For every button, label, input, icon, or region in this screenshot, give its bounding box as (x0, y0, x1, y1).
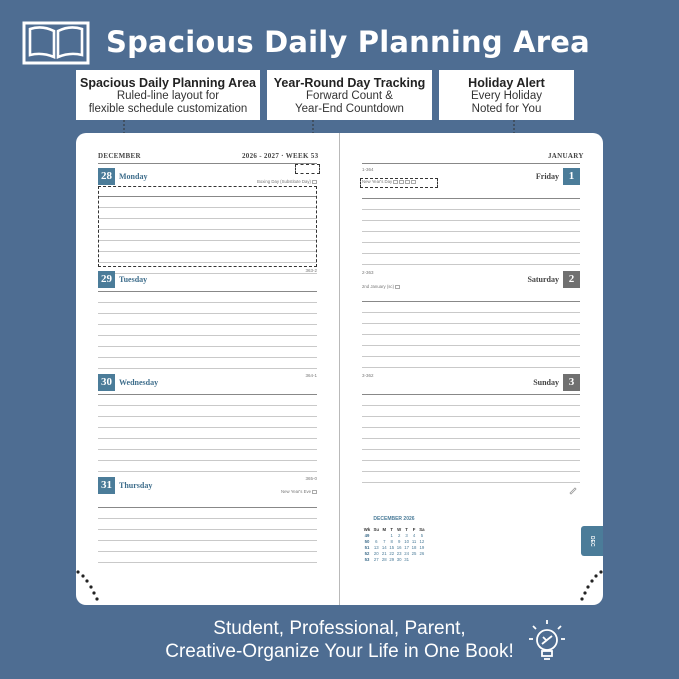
mini-cal-cell: 23 (396, 550, 402, 556)
ruled-line (98, 303, 317, 314)
mini-cal-cell: T (390, 526, 394, 532)
mini-cal-cell: 24 (404, 550, 409, 556)
mini-cal-cell: 4 (412, 532, 416, 538)
ruled-line (362, 417, 580, 428)
day-count: 3-362 (362, 373, 374, 378)
day-block (362, 374, 580, 474)
mini-cal-cell: 29 (389, 556, 395, 562)
mini-cal-cell: 25 (411, 550, 417, 556)
ruled-line (362, 461, 580, 472)
mini-cal-cell: Su (373, 526, 380, 532)
day-name: Saturday (527, 275, 559, 284)
ruled-line (362, 384, 580, 395)
mini-cal-cell: 28 (381, 556, 387, 562)
day-count: 364-1 (305, 373, 317, 378)
mini-cal-cell: 26 (419, 550, 425, 556)
ruled-line (98, 541, 317, 552)
callout-heading: Holiday Alert (468, 76, 545, 90)
callout-heading: Spacious Daily Planning Area (80, 76, 256, 90)
day-block (98, 477, 317, 577)
ruled-line (98, 461, 317, 472)
mini-cal-cell: 20 (373, 550, 379, 556)
mini-cal-cell: 9 (397, 538, 401, 544)
day-count: 363-2 (305, 268, 317, 273)
ruled-line (98, 347, 317, 358)
callout-line: Year-End Countdown (295, 103, 404, 115)
checkbox[interactable] (312, 180, 317, 184)
ruled-line (362, 188, 580, 199)
page-title: Spacious Daily Planning Area (106, 25, 590, 59)
mini-cal-cell: Wk (363, 526, 371, 532)
ruled-line (362, 210, 580, 221)
ruled-line (362, 291, 580, 302)
ruled-line (362, 313, 580, 324)
mini-cal-cell (410, 556, 417, 562)
ruled-lines (362, 188, 580, 265)
checkbox[interactable] (399, 180, 404, 184)
ruled-line (362, 406, 580, 417)
mini-cal-cell: 2 (397, 532, 401, 538)
ruled-line (98, 406, 317, 417)
ruled-line (98, 439, 317, 450)
day-number: 30 (98, 374, 115, 391)
mini-cal-cell: 14 (381, 544, 387, 550)
mini-calendar (362, 516, 426, 562)
mini-cal-cell: 22 (389, 550, 395, 556)
callout-heading: Year-Round Day Tracking (273, 76, 426, 90)
holiday-text: New Year's Day (362, 179, 393, 184)
mini-cal-cell: F (412, 526, 416, 532)
ruled-line (362, 472, 580, 483)
holiday-text: Boxing Day (Substitute Day) (257, 179, 311, 184)
ruled-lines (362, 384, 580, 483)
holiday-note (362, 179, 416, 184)
mini-cal-cell: 19 (419, 544, 425, 550)
mini-cal-cell: M (382, 526, 387, 532)
mini-calendar-row (362, 556, 426, 562)
day-number: 28 (98, 168, 115, 185)
mini-cal-cell: 8 (390, 538, 393, 544)
mini-cal-cell: 1 (390, 532, 393, 538)
holiday-note (281, 489, 317, 494)
ruled-line (98, 325, 317, 336)
tagline-line-2: Creative-Organize Your Life in One Book! (165, 641, 514, 662)
ruled-line (98, 519, 317, 530)
day-count-highlight (295, 164, 320, 174)
ruled-line (362, 199, 580, 210)
ruled-line (98, 417, 317, 428)
ruled-line (98, 497, 317, 508)
ruled-line (98, 384, 317, 395)
checkbox[interactable] (405, 180, 410, 184)
mini-cal-cell: 31 (404, 556, 409, 562)
ruled-lines (98, 384, 317, 472)
ruled-line (98, 508, 317, 519)
ruled-line (362, 302, 580, 313)
header-rule (362, 163, 580, 164)
ruled-line (362, 346, 580, 357)
mini-cal-cell: 17 (404, 544, 409, 550)
checkbox[interactable] (395, 285, 400, 289)
ruled-line (362, 439, 580, 450)
ruled-line (362, 221, 580, 232)
day-number: 3 (563, 374, 580, 391)
header-rule (98, 163, 317, 164)
ruled-line (362, 428, 580, 439)
spine (339, 133, 340, 605)
mini-cal-cell: 16 (396, 544, 402, 550)
ruled-line (98, 530, 317, 541)
ruled-line (362, 450, 580, 461)
mini-cal-cell: 30 (396, 556, 402, 562)
day-number: 1 (563, 168, 580, 185)
ruled-line (362, 243, 580, 254)
mini-cal-cell: 13 (373, 544, 379, 550)
ruled-line (362, 357, 580, 368)
lightbulb-icon (527, 618, 567, 664)
mini-cal-cell (418, 556, 426, 562)
callout-line: Noted for You (471, 103, 542, 115)
callout-line: Every Holiday (471, 90, 542, 102)
mini-cal-cell: 51 (364, 544, 370, 550)
mini-cal-cell: 11 (411, 538, 417, 544)
ruled-line (362, 324, 580, 335)
checkbox[interactable] (312, 490, 317, 494)
planning-area-highlight (98, 186, 317, 267)
mini-cal-cell: 21 (381, 550, 387, 556)
mini-cal-cell: Sa (419, 526, 425, 532)
mini-cal-cell: 6 (375, 538, 378, 544)
day-number: 2 (563, 271, 580, 288)
pencil-icon (568, 485, 578, 495)
mini-cal-cell: 18 (411, 544, 417, 550)
day-block (362, 271, 580, 371)
ruled-line (98, 314, 317, 325)
month-tab-dec[interactable]: DEC (581, 526, 603, 556)
day-block (98, 268, 317, 371)
ruled-line (362, 232, 580, 243)
mini-cal-cell: 50 (364, 538, 370, 544)
day-block (362, 168, 580, 268)
ruled-lines (362, 291, 580, 368)
mini-cal-cell: 27 (373, 556, 379, 562)
mini-cal-cell: 49 (364, 532, 370, 538)
day-name: Thursday (119, 481, 153, 490)
mini-cal-cell: 7 (383, 538, 386, 544)
ruled-line (98, 450, 317, 461)
day-name: Monday (119, 172, 148, 181)
week-label: 2026 - 2027 · WEEK 53 (242, 152, 319, 160)
day-count: 1-364 (362, 167, 374, 172)
checkbox[interactable] (393, 180, 398, 184)
day-name: Tuesday (119, 275, 148, 284)
ruled-line (362, 254, 580, 265)
mini-cal-cell: T (405, 526, 408, 532)
ruled-line (362, 335, 580, 346)
ruled-line (98, 292, 317, 303)
ruled-line (98, 358, 317, 369)
mini-calendar-title: DECEMBER 2026 (373, 516, 415, 522)
holiday-note (257, 179, 317, 184)
ruled-lines (98, 497, 317, 563)
ruled-line (98, 428, 317, 439)
mini-cal-cell: W (397, 526, 402, 532)
mini-cal-cell: 10 (404, 538, 409, 544)
ruled-lines (98, 281, 317, 369)
holiday-text: 2nd January (sc) (362, 284, 395, 289)
mini-cal-cell: 5 (420, 532, 424, 538)
mini-cal-cell: 52 (364, 550, 370, 556)
mini-cal-cell: 12 (419, 538, 425, 544)
mini-calendar-grid (362, 526, 426, 562)
day-block (98, 374, 317, 474)
holiday-text: New Year's Eve (281, 489, 311, 494)
mini-cal-cell: 3 (405, 532, 408, 538)
day-name: Friday (535, 172, 559, 181)
tagline-line-1: Student, Professional, Parent, (213, 618, 466, 639)
holiday-note (362, 284, 400, 289)
callout-line: Ruled-line layout for (116, 90, 220, 102)
planner-spread (76, 133, 603, 605)
left-month-label: DECEMBER (98, 152, 141, 160)
mini-cal-cell: 15 (389, 544, 395, 550)
day-name: Wednesday (119, 378, 159, 387)
day-count: 2-363 (362, 270, 374, 275)
ruled-line (98, 395, 317, 406)
callout-line: flexible schedule customization (88, 103, 248, 115)
day-name: Sunday (533, 378, 559, 387)
ruled-line (362, 395, 580, 406)
callout-line: Forward Count & (306, 90, 393, 102)
day-count: 365-0 (305, 476, 317, 481)
day-number: 29 (98, 271, 115, 288)
mini-cal-cell: 53 (364, 556, 370, 562)
right-month-label: JANUARY (548, 152, 584, 160)
checkbox[interactable] (411, 180, 416, 184)
day-number: 31 (98, 477, 115, 494)
binding-holes (76, 563, 603, 605)
ruled-line (98, 281, 317, 292)
ruled-line (98, 552, 317, 563)
ruled-line (98, 336, 317, 347)
